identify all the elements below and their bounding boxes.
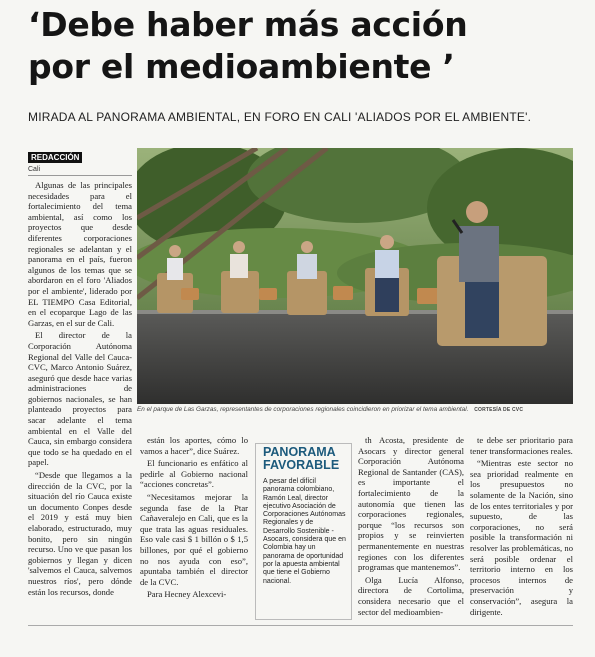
byline: [28, 147, 132, 176]
byline-location: Cali: [28, 165, 132, 176]
photo-credit: CORTESÍA DE CVC: [474, 407, 524, 413]
photo-caption: [137, 406, 573, 413]
paragraph: te debe ser prioritario para tener transformaciones reales.: [470, 435, 573, 456]
forum-stage-illustration: [137, 148, 573, 404]
sidebar-title: [263, 446, 351, 472]
photo-caption-text: En el parque de Las Garzas, representantes de corporaciones regionales coincidieron en priorizar el tema ambiental.: [137, 406, 469, 413]
column-1: [28, 180, 132, 599]
event-photo: [137, 148, 573, 404]
column-4: [470, 435, 573, 619]
sidebar-box: [255, 443, 352, 620]
paragraph: El funcionario es enfático al pedirle al Gobierno nacional “acciones concretas”.: [140, 458, 248, 490]
bottom-rule: [28, 625, 573, 626]
paragraph: “Desde que llegamos a la dirección de la CVC, por la situación del río Cauca existe un documento Conpes desde el 2019 y está muy bien elaborado, estructurado, muy bonito, pero sin ningún recurso. Uno ve que pasan los gobiernos y llegan y dicen 'salvemos el Cauca, salvemos nuestros ríos', pero dónde están los recursos, donde: [28, 470, 132, 597]
paragraph: Olga Lucía Alfonso, directora de Cortolima, considera necesario que el sector del medioambien-: [358, 574, 464, 617]
headline: [28, 4, 588, 88]
paragraph: “Mientras este sector no sea prioridad realmente en los presupuestos no solamente de la Nación, sino de los entes territoriales y por supuesto, de las corporaciones, no será posible la transformación ni resolver las problemáticas, no será posible ordenar el territorio interno en los procesos internos de preservación y conservación”, asegura la dirigente.: [470, 458, 573, 617]
paragraph: están los aportes, cómo lo vamos a hacer”, dice Suárez.: [140, 435, 248, 456]
subheadline: MIRADA AL PANORAMA AMBIENTAL, EN FORO EN CALI 'ALIADOS POR EL AMBIENTE'.: [28, 110, 532, 124]
paragraph: Para Hecney Alexcevi-: [147, 589, 227, 600]
sidebar-title-line-1: PANORAMA: [263, 445, 336, 459]
column-2: [140, 435, 248, 602]
paragraph: “Necesitamos mejorar la segunda fase de la Ptar Cañaveralejo en Cali, que es la que trata las aguas residuales. Eso vale casi $ 1 billón o $ 1,5 billones, por qué el gobierno no nos ayuda con eso”, apuntaba también el director de la CVC.: [140, 491, 248, 587]
column-3: [358, 435, 464, 619]
paragraph: Algunas de las principales necesidades para el fortalecimiento del tema ambiental, así como los proyectos que desde diferentes corporaciones regionales se adelantan y el panorama en el país, fueron algunos de los temas que se abordaron en el foro 'Aliados por el ambiente', liderado por EL TIEMPO Casa Editorial, en el ecoparque Lago de las Garzas, en el sur de Cali.: [28, 180, 132, 328]
paragraph: th Acosta, presidente de Asocars y director general Corporación Autónoma Regional de Santander (CAS), es importante el fortalecimiento de la autonomía que tienen las corporaciones regionales, porque “los recursos son propios y se reinvierten permanentemente en nuestras regiones con los diferentes programas que mantenemos”.: [358, 435, 464, 573]
sidebar-title-line-2: FAVORABLE: [263, 458, 340, 472]
paragraph: El director de la Corporación Autónoma Regional del Valle del Cauca-CVC, Marco Antonio Suárez, aseguró que desde hace varias administraciones de gobiernos nacionales, se han planteado proyectos para sacar adelante el tema ambiental en el Valle del Cauca, sin embargo considera que todo se ha quedado en el papel.: [28, 330, 132, 468]
headline-line-2: por el medioambiente ’: [28, 47, 455, 86]
headline-line-1: ‘Debe haber más acción: [28, 5, 468, 44]
sidebar-body: A pesar del difícil panorama colombiano, Ramón Leal, director ejecutivo Asociación de Corporaciones Autónomas Regionales y de Desarrollo Sostenible - Asocars, considera que en Colombia hay un panorama de oportunidad por la apuesta ambiental que tiene el Gobierno nacional.: [263, 478, 346, 585]
byline-tag: REDACCIÓN: [28, 152, 82, 163]
